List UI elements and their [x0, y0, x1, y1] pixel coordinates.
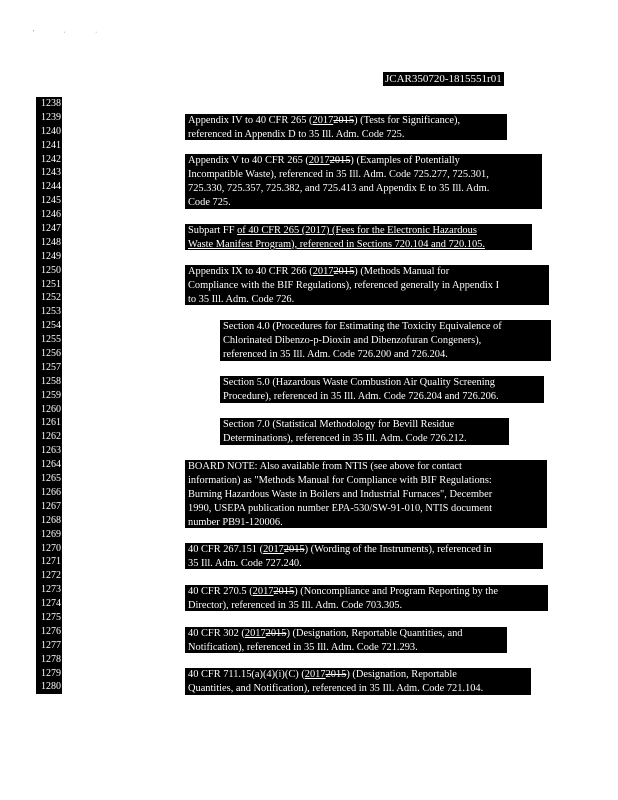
text-block-board-note: [185, 460, 547, 528]
text-line: 40 CFR 270.5 (20172015) (Noncompliance and Program Reporting by the: [188, 586, 498, 597]
text-line: Procedure), referenced in 35 Ill. Adm. Code 726.204 and 726.206.: [223, 390, 499, 402]
line-number: 1265: [36, 472, 62, 486]
line-number: 1270: [36, 542, 62, 556]
line-number: 1245: [36, 194, 62, 208]
line-number: 1246: [36, 208, 62, 222]
text-line: referenced in Appendix D to 35 Ill. Adm. Code 725.: [188, 128, 405, 140]
line-number: 1261: [36, 416, 62, 430]
text-line: 725.330, 725.357, 725.382, and 725.413 and Appendix E to 35 Ill. Adm.: [188, 182, 490, 194]
text-line: Section 5.0 (Hazardous Waste Combustion Air Quality Screening: [223, 377, 495, 388]
text-block-267-151: [185, 543, 543, 569]
text-block-subpart-ff: [185, 224, 532, 250]
text-line: Code 725.: [188, 196, 231, 208]
line-number-column: [36, 97, 62, 694]
text-block-section-7: [220, 418, 509, 445]
line-number: 1269: [36, 528, 62, 542]
text-line: information) as "Methods Manual for Compliance with BIF Regulations:: [188, 474, 492, 486]
text-line: BOARD NOTE: Also available from NTIS (see above for contact: [188, 461, 462, 472]
line-number: 1252: [36, 291, 62, 305]
text-line: Appendix IV to 40 CFR 265 (20172015) (Tests for Significance),: [188, 115, 461, 126]
line-number: 1268: [36, 514, 62, 528]
line-number: 1241: [36, 139, 62, 153]
line-number: 1253: [36, 305, 62, 319]
line-number: 1255: [36, 333, 62, 347]
text-line: Incompatible Waste), referenced in 35 Ill. Adm. Code 725.277, 725.301,: [188, 168, 489, 180]
line-number: 1262: [36, 430, 62, 444]
line-number: 1250: [36, 264, 62, 278]
text-line: Section 7.0 (Statistical Methodology for Bevill Residue: [223, 419, 455, 430]
line-number: 1251: [36, 278, 62, 292]
line-number: 1276: [36, 625, 62, 639]
line-number: 1267: [36, 500, 62, 514]
text-line: Subpart FF of 40 CFR 265 (2017) (Fees for the Electronic Hazardous: [188, 225, 477, 236]
text-line: 1990, USEPA publication number EPA-530/SW-91-010, NTIS document: [188, 502, 493, 514]
text-line: Chlorinated Dibenzo-p-Dioxin and Dibenzofuran Congeners),: [223, 334, 482, 346]
line-number: 1277: [36, 639, 62, 653]
text-block-section-4: [220, 320, 551, 361]
text-line: Quantities, and Notification), referenced in 35 Ill. Adm. Code 721.104.: [188, 682, 484, 694]
line-number: 1243: [36, 166, 62, 180]
line-number: 1256: [36, 347, 62, 361]
document-id: JCAR350720-1815551r01: [385, 73, 502, 85]
line-number: 1244: [36, 180, 62, 194]
text-line: 35 Ill. Adm. Code 727.240.: [188, 557, 302, 569]
text-line: Section 4.0 (Procedures for Estimating the Toxicity Equivalence of: [223, 321, 502, 332]
text-line: number PB91-120006.: [188, 516, 283, 528]
line-number: 1263: [36, 444, 62, 458]
text-line: Notification), referenced in 35 Ill. Adm. Code 721.293.: [188, 641, 418, 653]
text-block-appendix-iv: [185, 114, 507, 140]
line-number: 1264: [36, 458, 62, 472]
text-line: Compliance with the BIF Regulations), referenced generally in Appendix I: [188, 279, 500, 291]
line-number: 1259: [36, 389, 62, 403]
line-number: 1275: [36, 611, 62, 625]
line-number: 1247: [36, 222, 62, 236]
text-block-section-5: [220, 376, 544, 403]
text-line: Determinations), referenced in 35 Ill. Adm. Code 726.212.: [223, 432, 467, 444]
line-number: 1280: [36, 680, 62, 694]
line-number: 1278: [36, 653, 62, 667]
line-number: 1238: [36, 97, 62, 111]
text-block-711-15: [185, 668, 531, 695]
line-number: 1266: [36, 486, 62, 500]
line-number: 1258: [36, 375, 62, 389]
line-number: 1242: [36, 153, 62, 167]
line-number: 1273: [36, 583, 62, 597]
line-number: 1254: [36, 319, 62, 333]
line-number: 1274: [36, 597, 62, 611]
line-number: 1248: [36, 236, 62, 250]
text-block-270-5: [185, 585, 548, 611]
text-block-part-302: [185, 627, 507, 653]
text-line: Director), referenced in 35 Ill. Adm. Code 703.305.: [188, 599, 403, 611]
text-line: Burning Hazardous Waste in Boilers and Industrial Furnaces", December: [188, 488, 493, 500]
line-number: 1249: [36, 250, 62, 264]
text-line: Appendix IX to 40 CFR 266 (20172015) (Methods Manual for: [188, 266, 450, 277]
text-line: Waste Manifest Program), referenced in Sections 720.104 and 720.105.: [188, 238, 485, 250]
text-line: referenced in 35 Ill. Adm. Code 726.200 and 726.204.: [223, 348, 448, 360]
line-number: 1257: [36, 361, 62, 375]
text-line: Appendix V to 40 CFR 265 (20172015) (Examples of Potentially: [188, 155, 460, 166]
text-block-appendix-v: [185, 154, 542, 209]
text-line: to 35 Ill. Adm. Code 726.: [188, 293, 295, 305]
line-number: 1239: [36, 111, 62, 125]
text-block-appendix-ix: [185, 265, 549, 305]
line-number: 1240: [36, 125, 62, 139]
line-number: 1272: [36, 569, 62, 583]
line-number: 1271: [36, 555, 62, 569]
text-line: 40 CFR 711.15(a)(4)(i)(C) (20172015) (Designation, Reportable: [188, 669, 457, 680]
line-number: 1260: [36, 403, 62, 417]
text-line: 40 CFR 267.151 (20172015) (Wording of the Instruments), referenced in: [188, 544, 492, 555]
scan-marks: ' · ·: [33, 30, 112, 36]
line-number: 1279: [36, 667, 62, 681]
text-line: 40 CFR 302 (20172015) (Designation, Reportable Quantities, and: [188, 628, 463, 639]
